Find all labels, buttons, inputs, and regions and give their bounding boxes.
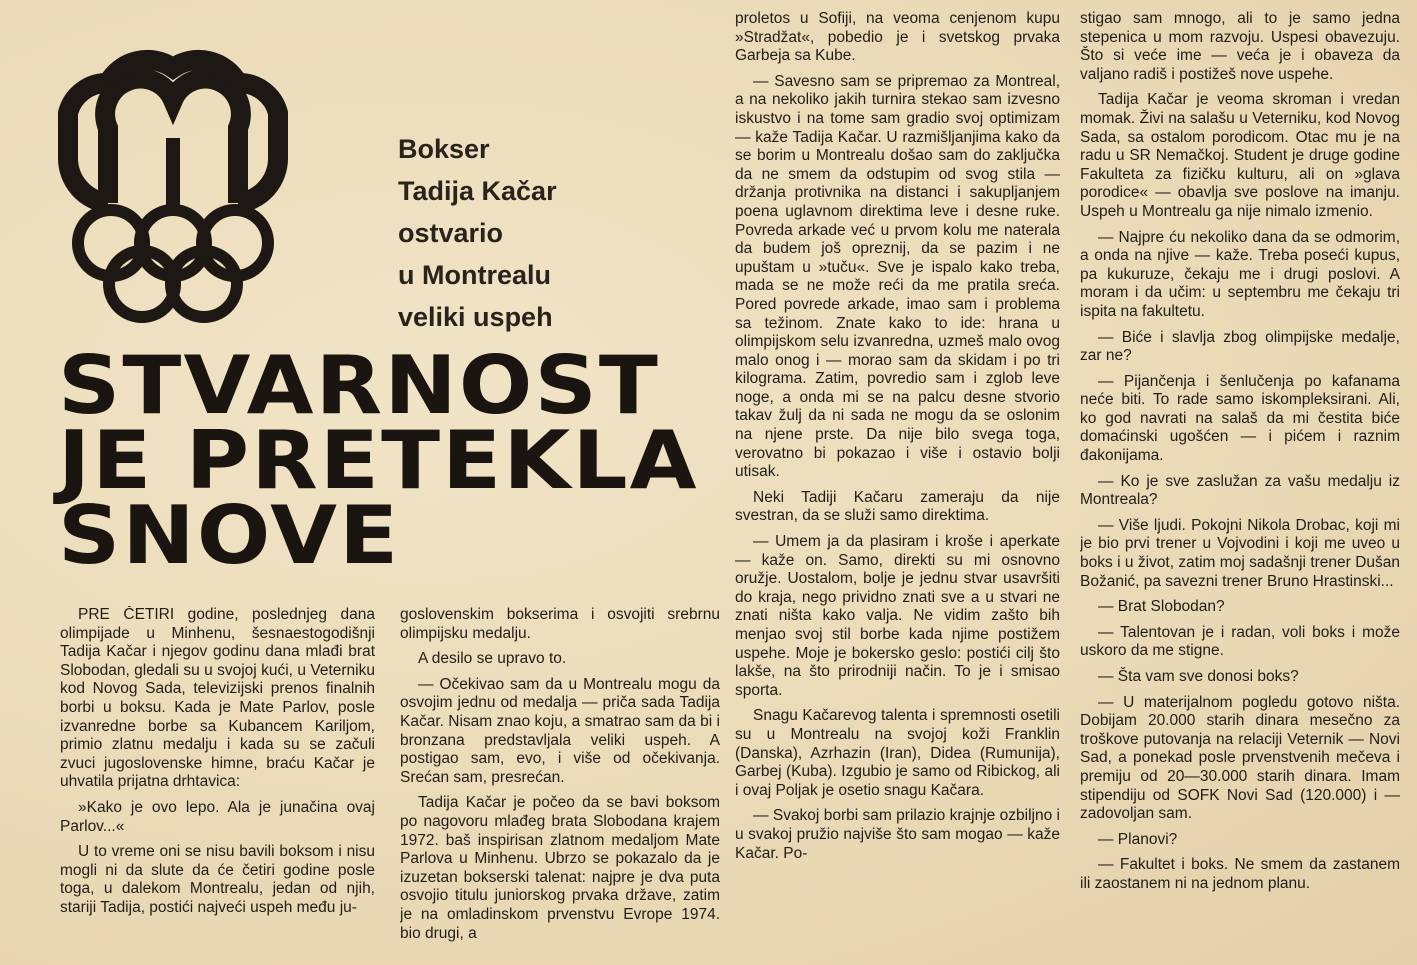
montreal-olympic-logo [48, 38, 298, 328]
paragraph: — Svakoj borbi sam prilazio krajnje ozbiljno i u svakoj pružio najviše što sam mogao — kaže Kačar. Po- [735, 807, 1060, 862]
paragraph: — Šta vam sve donosi boks? [1098, 668, 1299, 685]
paragraph: PRE ČETIRI godine, poslednjeg dana olimpijade u Minhenu, šesnaestogodišnji Tadija Kačar i njegov godinu dana mlađi brat Slobodan, gledali su u svojoj kući, u Veterniku kod Novog Sada, televizijski prenos finalnih borbi u boksu. Kada je Mate Parlov, posle izvanredne borbe sa Kubancem Kariljom, primio zlatnu medalju i kada su se začuli zvuci jugoslovenske himne, braću Kačar je uhvatila prijatna drhtavica: [60, 606, 375, 791]
paragraph: stigao sam mnogo, ali to je samo jedna stepenica u mom razvoju. Uspesi obavezuju. Što si veće ime — veća je i obaveza da valjano radiš i postižeš nove uspehe. [1080, 10, 1400, 83]
paragraph: Tadija Kačar je veoma skroman i vredan momak. Živi na salašu u Veterniku, kod Novog Sada, sa ostalom porodicom. Otac mu je na radu u SR Nemačkoj. Student je druge godine Fakulteta za fizičku kulturu, ali on »glava porodice« — obavlja sve poslove na imanju. Uspeh u Montrealu ga nije nimalo izmenio. [1080, 91, 1400, 220]
paragraph: goslovenskim bokserima i osvojiti srebrnu olimpijsku medalju. [400, 606, 720, 642]
paragraph: — Najpre ću nekoliko dana da se odmorim, a onda na njive — kaže. Treba poseći kupus, pa kukuruze, čekaju me i drugi poslovi. A moram i da učim: u septembru me čekaju tri ispita na fakultetu. [1080, 228, 1400, 320]
paragraph: Snagu Kačarevog talenta i spremnosti osetili su u Montrealu na svojoj koži Franklin (Danska), Azrhazin (Iran), Didea (Rumunija), Garbej (Kuba). Izgubio je samo od Ribickog, ali i ovaj Poljak je osetio snagu Kačara. [735, 707, 1060, 799]
article-column-4 [1080, 10, 1400, 958]
paragraph: — Planovi? [1098, 830, 1178, 848]
subtitle-line: ostvario [398, 218, 504, 248]
subtitle-line: Bokser [398, 134, 490, 164]
paragraph: — Očekivao sam da u Montrealu mogu da osvojim jednu od medalja — priča sada Tadija Kačar. Nisam znao koju, a smatrao sam da bi i bronzana predstavljala veliki uspeh. A postigao sam, evo, i više od očekivanja. Srećan sam, presrećan. [400, 675, 720, 786]
subtitle-line: u Montrealu [398, 260, 551, 290]
headline-line: STVARNOST [58, 339, 660, 432]
paragraph: Tadija Kačar je počeo da se bavi boksom po nagovoru mlađeg brata Slobodana krajem 1972. baš inspirisan zlatnom medaljom Mate Parlova u Minhenu. Ubrzo se pokazalo da je izuzetan bokserski talenat: najpre je dva puta osvojio titulu juniorskog prvaka države, zatim je na omladinskom prvenstvu Evrope 1974. bio drugi, a [400, 794, 720, 942]
headline-line: SNOVE [58, 489, 401, 582]
paragraph: — U materijalnom pogledu gotovo ništa. Dobijam 20.000 starih dinara mesečno za troškove putovanja na relaciji Veternik — Novi Sad, a ponekad posle prvenstvenih mečeva i premiju od 20—30.000 starih dinara. Imam stipendiju od SOFK Novi Sad (120.000) i — zadovoljan sam. [1080, 693, 1400, 823]
paragraph: — Talentovan je i radan, voli boks i može uskoro da me stigne. [1080, 623, 1400, 660]
paragraph: Neki Tadiji Kačaru zameraju da nije svestran, da se služi samo direktima. [735, 488, 1060, 525]
paragraph: — Brat Slobodan? [1098, 598, 1225, 616]
paragraph: — Ko je sve zaslužan za vašu medalju iz Montreala? [1080, 472, 1400, 509]
paragraph: U to vreme oni se nisu bavili boksom i nisu mogli ni da slute da će četiri godine posle toga, u dalekom Montrealu, jedan od njih, stariji Tadija, postići najveći uspeh među ju- [60, 843, 375, 916]
article-column-3 [735, 10, 1060, 958]
subtitle-line: Tadija Kačar [398, 176, 557, 206]
paragraph: — Fakultet i boks. Ne smem da zastanem ili zaostanem ni na jednom planu. [1080, 856, 1400, 892]
paragraph: — Pijančenja i šenlučenja po kafanama neće biti. To rade samo iskompleksirani. Ali, ko god navrati na salaš da mi čestita biće domaćinski ugošćen — i pićem i raznim đakonijama. [1080, 372, 1400, 465]
paragraph: proletos u Sofiji, na veoma cenjenom kupu »Stradžat«, pobedio je i svetskog prvaka Garbeja sa Kube. [735, 10, 1060, 65]
paragraph: — Više ljudi. Pokojni Nikola Drobac, koji mi je bio prvi trener u Vojvodini i koji me uveo u boks i u život, zatim moj sadašnji trener Dušan Božanić, pa savezni trener Bruno Hrastinski... [1080, 516, 1400, 590]
article-column-1 [60, 606, 375, 956]
article-headline [58, 339, 760, 582]
paragraph: »Kako je ovo lepo. Ala je junačina ovaj Parlov...« [60, 798, 375, 835]
subtitle-line: veliki uspeh [398, 302, 553, 332]
article-column-2 [400, 606, 720, 956]
paragraph: A desilo se upravo to. [418, 650, 567, 668]
paragraph: — Umem ja da plasiram i kroše i aperkate — kaže on. Samo, direkti su mi osnovno oružje. Uostalom, bolje je jednu stvar usavršiti do kraja, nego prividno znati sve a u stvari ne znati ništa kako valja. Ne vidim zašto bih menjao svoj stil borbe kada njime postižem uspehe. Moje je bokersko geslo: postići cilj što lakše, na što prirodniji način. To je i smisao sporta. [735, 533, 1060, 699]
article-subtitle [398, 128, 628, 338]
paragraph: — Biće i slavlja zbog olimpijske medalje, zar ne? [1080, 328, 1400, 365]
paragraph: — Savesno sam se pripremao za Montreal, a na nekoliko jakih turnira stekao sam izvesno iskustvo i na tome sam gradio svoj optimizam — kaže Tadija Kačar. U razmišljanjima kako da se borim u Montrealu došao sam do zaključka da ne smem da odstupim od svog stila — držanja protivnika na distanci i sakupljanjem poena uglavnom direktima leve i desne ruke. Povreda arkade već u prvom kolu me naterala da budem još opreznij, da se pazim i ne upuštam u »tuču«. Sve je ispalo kako treba, mada se ne može reći da me pratila sreća. Pored povrede arkade, imao sam i problema sa težinom. Znate kako to ide: hrana u olimpijskom selu izvanredna, uzmeš malo ovog malo onog i — morao sam da skidam i po tri kilograma. Zatim, povredio sam i zglob leve noge, a onda mi se na palcu desne stvorio takav žulj da ni sada ne mogu da se oslonim na njene prste. Da nije bilo svega toga, verovatno bi pokazao i više i ostavio bolji utisak. [735, 72, 1060, 481]
headline-line: JE PRETEKLA [58, 414, 699, 507]
